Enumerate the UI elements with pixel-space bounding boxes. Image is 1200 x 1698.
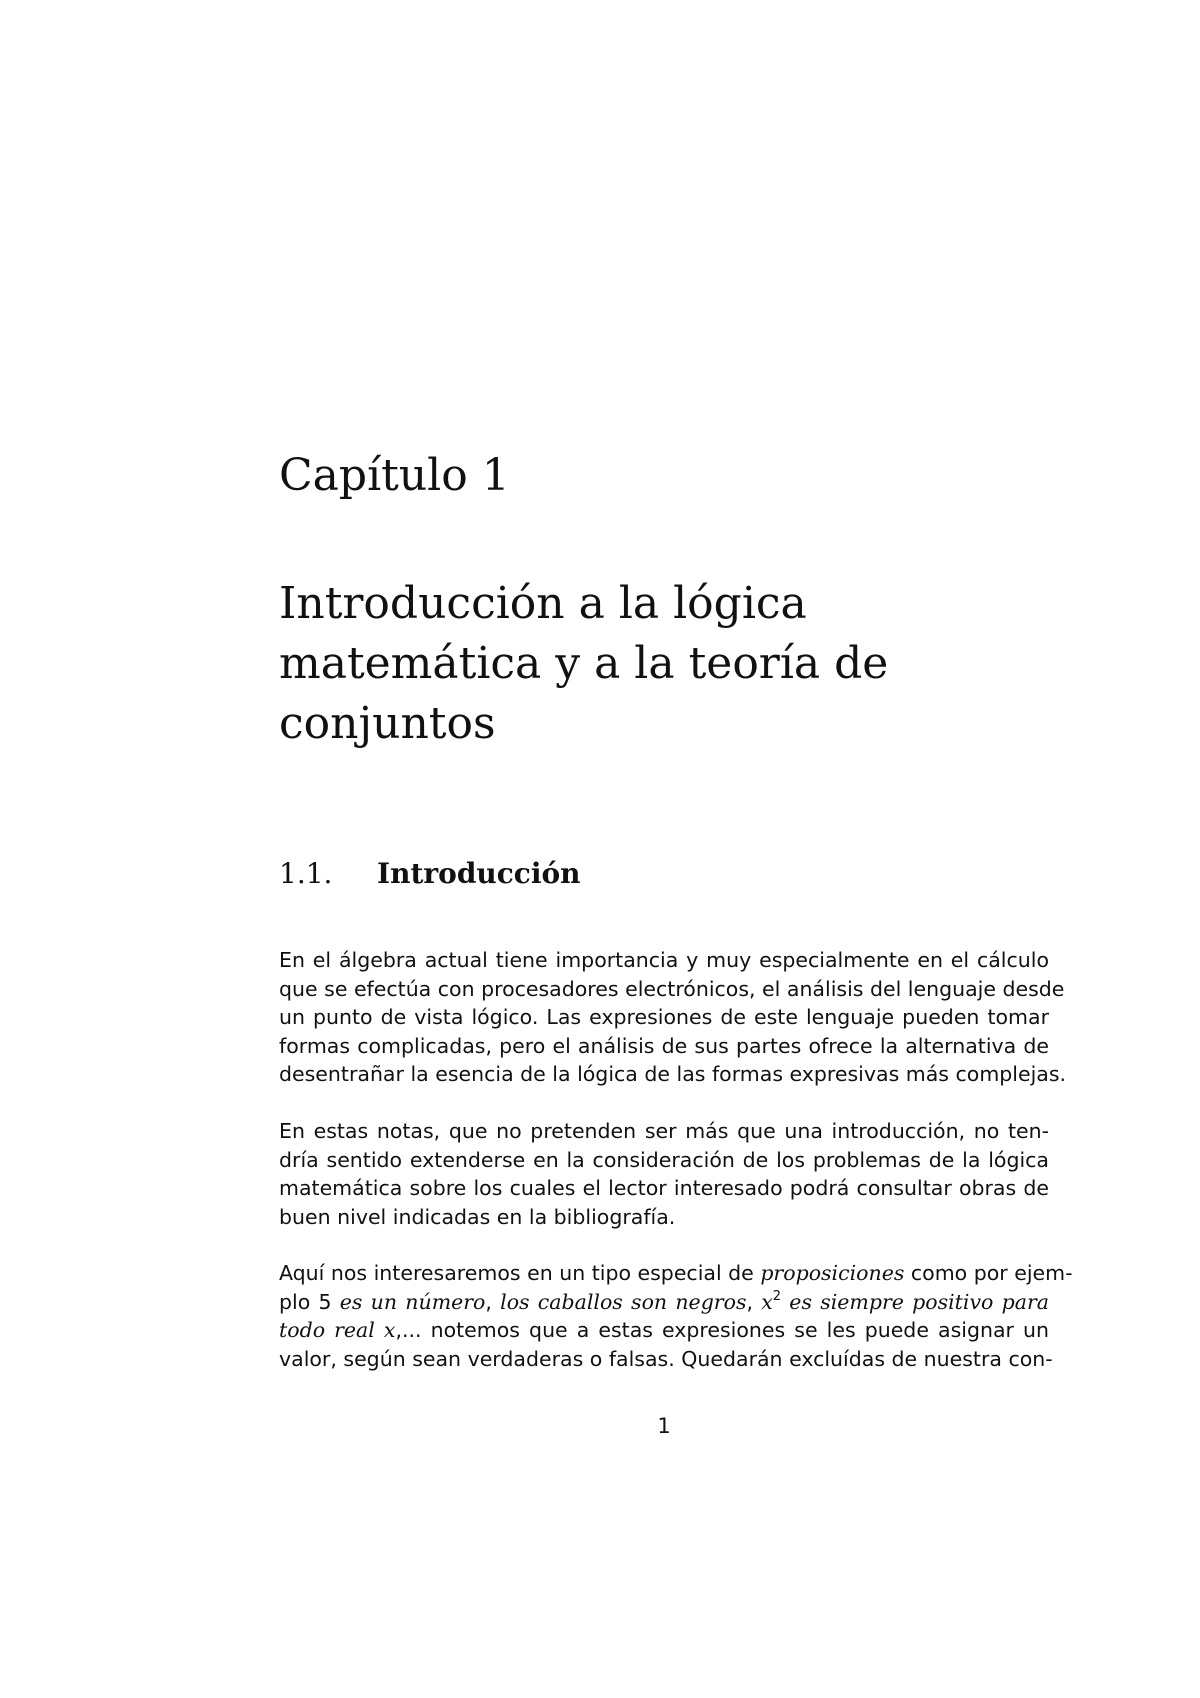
text-run: Aquí nos interesaremos en un tipo especial de bbox=[279, 1261, 761, 1285]
text-run: plo 5 bbox=[279, 1289, 340, 1314]
text-line: En el álgebra actual tiene importancia y muy especialmente en el cálculo bbox=[279, 948, 1049, 972]
text-line: un punto de vista lógico. Las expresiones de este lenguaje pueden tomar bbox=[279, 1005, 1049, 1030]
emphasis: todo real bbox=[279, 1318, 384, 1343]
text-run: , bbox=[485, 1289, 501, 1314]
section-number: 1.1. bbox=[279, 857, 333, 890]
math-variable: x bbox=[383, 1318, 396, 1343]
chapter-title-line: Introducción a la lógica bbox=[279, 578, 807, 629]
text-line: dría sentido extenderse en la consideración de los problemas de la lógica bbox=[279, 1147, 1049, 1172]
text-run: , bbox=[746, 1289, 762, 1314]
text-line bbox=[279, 1259, 1073, 1288]
emphasis: es un número bbox=[339, 1289, 486, 1314]
chapter-label: Capítulo 1 bbox=[279, 450, 510, 501]
page-number: 1 bbox=[657, 1414, 671, 1438]
text-line: que se efectúa con procesadores electrónicos, el análisis del lenguaje desde bbox=[279, 976, 1065, 1001]
text-line: En estas notas, que no pretenden ser más que una introducción, no ten- bbox=[279, 1119, 1049, 1143]
text-line bbox=[279, 1316, 1049, 1345]
chapter-title-line: matemática y a la teoría de bbox=[279, 638, 889, 689]
math-variable: x bbox=[761, 1289, 773, 1314]
chapter-title-line: conjuntos bbox=[279, 698, 496, 749]
text-run: como por ejem- bbox=[904, 1261, 1073, 1285]
section-heading bbox=[279, 856, 581, 892]
math-exponent: 2 bbox=[772, 1288, 782, 1304]
text-line: matemática sobre los cuales el lector interesado podrá consultar obras de bbox=[279, 1176, 1049, 1201]
emphasis: los caballos son negros bbox=[500, 1289, 747, 1314]
text-line: formas complicadas, pero el análisis de sus partes ofrece la alternativa de bbox=[279, 1033, 1049, 1058]
text-line: valor, según sean verdaderas o falsas. Quedarán excluídas de nuestra con- bbox=[279, 1346, 1053, 1371]
section-title: Introducción bbox=[377, 857, 581, 890]
paragraph bbox=[279, 1117, 1049, 1231]
emphasis: proposiciones bbox=[760, 1261, 905, 1285]
chapter-title bbox=[279, 574, 1039, 754]
paragraph bbox=[279, 946, 1067, 1089]
text-line bbox=[279, 1288, 1049, 1317]
text-run: ,... notemos que a estas expresiones se les puede asignar un bbox=[395, 1318, 1049, 1343]
text-line: desentrañar la esencia de la lógica de las formas expresivas más complejas. bbox=[279, 1062, 1067, 1087]
text-line: buen nivel indicadas en la bibliografía. bbox=[279, 1204, 676, 1229]
paragraph bbox=[279, 1259, 1073, 1373]
emphasis: es siempre positivo para bbox=[781, 1289, 1049, 1314]
